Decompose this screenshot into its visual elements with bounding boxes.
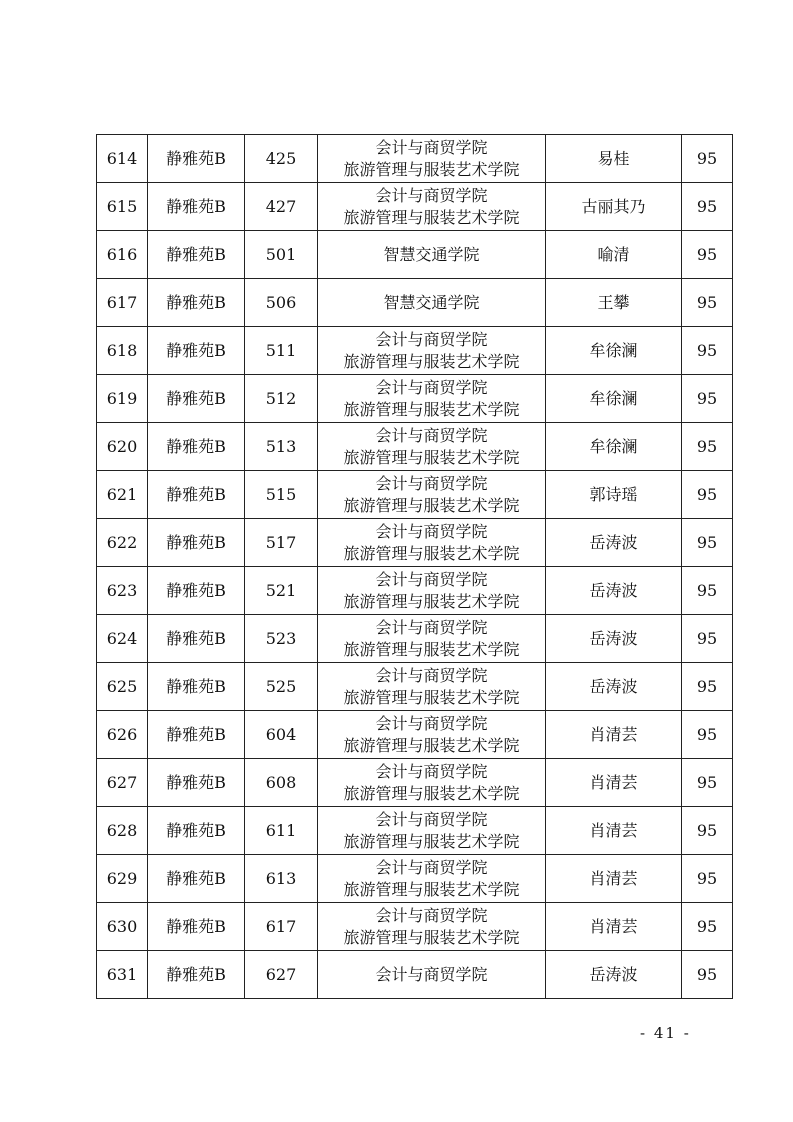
row-number-cell: 621 <box>97 471 148 519</box>
college-name: 旅游管理与服装艺术学院 <box>343 495 520 515</box>
supervisor-name-cell: 肖清芸 <box>546 711 682 759</box>
row-number-cell: 619 <box>97 375 148 423</box>
room-number-cell: 608 <box>245 759 318 807</box>
building-cell: 静雅苑B <box>148 711 245 759</box>
table-row <box>97 135 733 183</box>
table-row <box>97 375 733 423</box>
score-cell: 95 <box>682 615 733 663</box>
supervisor-name-cell: 喻清 <box>546 231 682 279</box>
room-number-cell: 521 <box>245 567 318 615</box>
building-cell: 静雅苑B <box>148 519 245 567</box>
college-cell <box>318 855 546 903</box>
college-cell <box>318 471 546 519</box>
row-number-cell: 618 <box>97 327 148 375</box>
college-name: 会计与商贸学院 <box>375 761 488 781</box>
score-cell: 95 <box>682 279 733 327</box>
score-cell: 95 <box>682 759 733 807</box>
room-number-cell: 517 <box>245 519 318 567</box>
supervisor-name-cell: 岳涛波 <box>546 951 682 999</box>
table-row <box>97 903 733 951</box>
college-name: 会计与商贸学院 <box>375 905 488 925</box>
college-name: 会计与商贸学院 <box>375 377 488 397</box>
college-cell <box>318 807 546 855</box>
college-name: 旅游管理与服装艺术学院 <box>343 831 520 851</box>
college-name: 会计与商贸学院 <box>375 617 488 637</box>
row-number-cell: 624 <box>97 615 148 663</box>
building-cell: 静雅苑B <box>148 903 245 951</box>
college-cell <box>318 567 546 615</box>
college-cell <box>318 519 546 567</box>
supervisor-name-cell: 古丽其乃 <box>546 183 682 231</box>
score-cell: 95 <box>682 375 733 423</box>
building-cell: 静雅苑B <box>148 471 245 519</box>
college-name: 会计与商贸学院 <box>375 137 488 157</box>
college-cell <box>318 327 546 375</box>
row-number-cell: 629 <box>97 855 148 903</box>
college-name: 智慧交通学院 <box>383 292 480 312</box>
building-cell: 静雅苑B <box>148 855 245 903</box>
building-cell: 静雅苑B <box>148 807 245 855</box>
college-cell <box>318 279 546 327</box>
supervisor-name-cell: 易桂 <box>546 135 682 183</box>
score-cell: 95 <box>682 903 733 951</box>
building-cell: 静雅苑B <box>148 231 245 279</box>
building-cell: 静雅苑B <box>148 951 245 999</box>
college-cell <box>318 903 546 951</box>
score-cell: 95 <box>682 231 733 279</box>
supervisor-name-cell: 肖清芸 <box>546 903 682 951</box>
college-name: 旅游管理与服装艺术学院 <box>343 207 520 227</box>
building-cell: 静雅苑B <box>148 663 245 711</box>
room-number-cell: 427 <box>245 183 318 231</box>
row-number-cell: 626 <box>97 711 148 759</box>
row-number-cell: 625 <box>97 663 148 711</box>
table-row <box>97 231 733 279</box>
row-number-cell: 622 <box>97 519 148 567</box>
score-cell: 95 <box>682 327 733 375</box>
row-number-cell: 615 <box>97 183 148 231</box>
row-number-cell: 614 <box>97 135 148 183</box>
room-number-cell: 617 <box>245 903 318 951</box>
room-number-cell: 604 <box>245 711 318 759</box>
table-row <box>97 423 733 471</box>
room-number-cell: 627 <box>245 951 318 999</box>
building-cell: 静雅苑B <box>148 327 245 375</box>
college-name: 旅游管理与服装艺术学院 <box>343 639 520 659</box>
college-name: 会计与商贸学院 <box>375 809 488 829</box>
row-number-cell: 631 <box>97 951 148 999</box>
college-name: 会计与商贸学院 <box>375 185 488 205</box>
college-name: 旅游管理与服装艺术学院 <box>343 879 520 899</box>
college-name: 旅游管理与服装艺术学院 <box>343 399 520 419</box>
college-cell <box>318 375 546 423</box>
score-cell: 95 <box>682 519 733 567</box>
room-number-cell: 425 <box>245 135 318 183</box>
room-number-cell: 511 <box>245 327 318 375</box>
supervisor-name-cell: 郭诗瑶 <box>546 471 682 519</box>
room-number-cell: 513 <box>245 423 318 471</box>
room-number-cell: 506 <box>245 279 318 327</box>
row-number-cell: 623 <box>97 567 148 615</box>
supervisor-name-cell: 牟徐澜 <box>546 327 682 375</box>
score-cell: 95 <box>682 567 733 615</box>
table-row <box>97 471 733 519</box>
college-name: 智慧交通学院 <box>383 244 480 264</box>
score-cell: 95 <box>682 951 733 999</box>
room-number-cell: 523 <box>245 615 318 663</box>
college-name: 会计与商贸学院 <box>375 425 488 445</box>
score-cell: 95 <box>682 663 733 711</box>
table-row <box>97 711 733 759</box>
supervisor-name-cell: 岳涛波 <box>546 519 682 567</box>
score-cell: 95 <box>682 423 733 471</box>
score-cell: 95 <box>682 471 733 519</box>
college-name: 旅游管理与服装艺术学院 <box>343 351 520 371</box>
supervisor-name-cell: 岳涛波 <box>546 615 682 663</box>
room-number-cell: 515 <box>245 471 318 519</box>
table-row <box>97 183 733 231</box>
row-number-cell: 617 <box>97 279 148 327</box>
college-name: 旅游管理与服装艺术学院 <box>343 927 520 947</box>
college-name: 旅游管理与服装艺术学院 <box>343 783 520 803</box>
college-name: 会计与商贸学院 <box>375 665 488 685</box>
college-name: 旅游管理与服装艺术学院 <box>343 543 520 563</box>
college-name: 旅游管理与服装艺术学院 <box>343 687 520 707</box>
score-cell: 95 <box>682 855 733 903</box>
college-cell <box>318 951 546 999</box>
building-cell: 静雅苑B <box>148 375 245 423</box>
score-cell: 95 <box>682 807 733 855</box>
college-cell <box>318 423 546 471</box>
table-row <box>97 615 733 663</box>
room-number-cell: 501 <box>245 231 318 279</box>
college-cell <box>318 663 546 711</box>
college-name: 会计与商贸学院 <box>375 521 488 541</box>
college-name: 会计与商贸学院 <box>375 857 488 877</box>
score-cell: 95 <box>682 711 733 759</box>
table-row <box>97 807 733 855</box>
supervisor-name-cell: 王攀 <box>546 279 682 327</box>
table-body <box>97 135 733 999</box>
table-row <box>97 279 733 327</box>
page-number: - 41 - <box>640 1024 691 1042</box>
score-cell: 95 <box>682 183 733 231</box>
college-name: 会计与商贸学院 <box>375 713 488 733</box>
college-name: 旅游管理与服装艺术学院 <box>343 447 520 467</box>
supervisor-name-cell: 肖清芸 <box>546 759 682 807</box>
row-number-cell: 627 <box>97 759 148 807</box>
college-name: 会计与商贸学院 <box>375 329 488 349</box>
supervisor-name-cell: 肖清芸 <box>546 855 682 903</box>
building-cell: 静雅苑B <box>148 423 245 471</box>
table-row <box>97 327 733 375</box>
table-row <box>97 567 733 615</box>
row-number-cell: 616 <box>97 231 148 279</box>
building-cell: 静雅苑B <box>148 759 245 807</box>
college-name: 旅游管理与服装艺术学院 <box>343 591 520 611</box>
supervisor-name-cell: 牟徐澜 <box>546 375 682 423</box>
table-row <box>97 759 733 807</box>
college-cell <box>318 615 546 663</box>
dormitory-score-table <box>96 134 733 999</box>
college-cell <box>318 759 546 807</box>
college-name: 会计与商贸学院 <box>375 473 488 493</box>
building-cell: 静雅苑B <box>148 183 245 231</box>
college-cell <box>318 183 546 231</box>
supervisor-name-cell: 牟徐澜 <box>546 423 682 471</box>
room-number-cell: 611 <box>245 807 318 855</box>
college-name: 会计与商贸学院 <box>375 964 488 984</box>
row-number-cell: 620 <box>97 423 148 471</box>
college-name: 会计与商贸学院 <box>375 569 488 589</box>
supervisor-name-cell: 岳涛波 <box>546 567 682 615</box>
building-cell: 静雅苑B <box>148 567 245 615</box>
building-cell: 静雅苑B <box>148 615 245 663</box>
building-cell: 静雅苑B <box>148 279 245 327</box>
supervisor-name-cell: 肖清芸 <box>546 807 682 855</box>
college-cell <box>318 231 546 279</box>
supervisor-name-cell: 岳涛波 <box>546 663 682 711</box>
row-number-cell: 630 <box>97 903 148 951</box>
room-number-cell: 613 <box>245 855 318 903</box>
college-name: 旅游管理与服装艺术学院 <box>343 735 520 755</box>
table-row <box>97 519 733 567</box>
building-cell: 静雅苑B <box>148 135 245 183</box>
score-cell: 95 <box>682 135 733 183</box>
table-row <box>97 951 733 999</box>
row-number-cell: 628 <box>97 807 148 855</box>
college-cell <box>318 711 546 759</box>
college-name: 旅游管理与服装艺术学院 <box>343 159 520 179</box>
room-number-cell: 512 <box>245 375 318 423</box>
table-row <box>97 663 733 711</box>
table-row <box>97 855 733 903</box>
college-cell <box>318 135 546 183</box>
room-number-cell: 525 <box>245 663 318 711</box>
